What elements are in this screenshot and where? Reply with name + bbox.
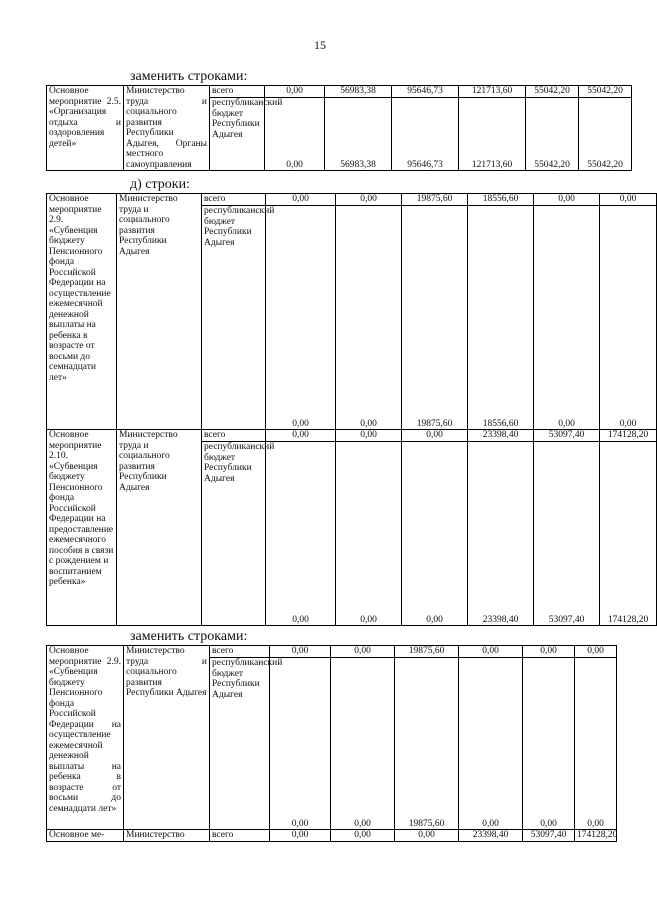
value-cell: 0,00	[336, 194, 402, 206]
value-cell: 18556,60	[468, 194, 534, 206]
value-cell: 56983,38	[325, 86, 392, 98]
measure-cell: Основное мероприятие 2.10. «Субвенция бюджету Пенсионного фонда Российской Федерации на предоставление ежемесячного пособия в связи с рождением и воспитанием ребенка»	[47, 430, 117, 626]
value-cell: 0,00	[395, 830, 459, 842]
value-cell: 53097,40	[534, 442, 600, 626]
executor-cell: Министерство труда и социального развития Республики Адыгея, Органы местного самоуправления	[124, 86, 210, 171]
value-cell: 0,00	[331, 658, 395, 830]
value-cell: 19875,60	[395, 646, 459, 658]
value-cell: 55042,20	[526, 86, 579, 98]
heading-replace-rows-1: заменить строками:	[130, 69, 248, 84]
executor-cell: Министерство труда и социального развития Республики Адыгея	[117, 430, 202, 626]
value-cell: 53097,40	[534, 430, 600, 442]
value-cell: 121713,60	[459, 86, 526, 98]
value-cell: 0,00	[331, 646, 395, 658]
value-cell: 0,00	[575, 658, 617, 830]
value-cell: 0,00	[336, 206, 402, 430]
value-cell: 0,00	[266, 194, 336, 206]
table-block-replacement	[46, 645, 617, 842]
value-cell: 23398,40	[459, 830, 523, 842]
executor-cell: Министерство	[124, 830, 210, 842]
executor-cell: Министерство труда и социального развития Республики Адыгея	[117, 194, 202, 430]
value-cell: 0,00	[266, 430, 336, 442]
value-cell: 0,00	[600, 206, 657, 430]
value-cell: 0,00	[575, 646, 617, 658]
value-cell: 19875,60	[402, 206, 468, 430]
source-total-cell: всего	[210, 86, 265, 98]
value-cell: 18556,60	[468, 206, 534, 430]
heading-replace-rows-2: заменить строками:	[130, 629, 248, 644]
table-block-2-5	[46, 85, 632, 171]
value-cell: 19875,60	[402, 194, 468, 206]
value-cell: 0,00	[459, 658, 523, 830]
value-cell: 0,00	[402, 442, 468, 626]
value-cell: 0,00	[266, 206, 336, 430]
source-total-cell: всего	[202, 430, 266, 442]
value-cell: 95646,73	[392, 98, 459, 171]
value-cell: 121713,60	[459, 98, 526, 171]
heading-d-rows: д) строки:	[130, 177, 190, 192]
value-cell: 0,00	[534, 206, 600, 430]
value-cell: 19875,60	[395, 658, 459, 830]
table-block-d	[46, 193, 657, 626]
executor-cell: Министерство труда и социального развития Республики Адыгея	[124, 646, 210, 830]
measure-cell: Основное ме-	[47, 830, 124, 842]
value-cell: 0,00	[270, 658, 331, 830]
value-cell: 56983,38	[325, 98, 392, 171]
source-budget-cell: республиканский бюджет Республики Адыгея	[202, 206, 266, 430]
value-cell: 174128,20	[600, 442, 657, 626]
value-cell: 0,00	[265, 86, 325, 98]
value-cell: 0,00	[523, 646, 575, 658]
value-cell: 0,00	[270, 646, 331, 658]
source-total-cell: всего	[210, 830, 270, 842]
source-budget-cell: республиканский бюджет Республики Адыгея	[210, 658, 270, 830]
value-cell: 53097,40	[523, 830, 575, 842]
value-cell: 95646,73	[392, 86, 459, 98]
value-cell: 23398,40	[468, 430, 534, 442]
value-cell: 0,00	[459, 646, 523, 658]
value-cell: 55042,20	[579, 98, 632, 171]
value-cell: 0,00	[336, 442, 402, 626]
measure-cell: Основное мероприятие 2.5. «Организация отдыха и оздоровления детей»	[47, 86, 124, 171]
value-cell: 174128,20	[575, 830, 617, 842]
value-cell: 0,00	[265, 98, 325, 171]
value-cell: 0,00	[534, 194, 600, 206]
value-cell: 0,00	[402, 430, 468, 442]
value-cell: 0,00	[600, 194, 657, 206]
page-number: 15	[314, 38, 326, 52]
value-cell: 0,00	[336, 430, 402, 442]
value-cell: 0,00	[270, 830, 331, 842]
source-budget-cell: республиканский бюджет Республики Адыгея	[210, 98, 265, 171]
value-cell: 23398,40	[468, 442, 534, 626]
value-cell: 55042,20	[579, 86, 632, 98]
value-cell: 0,00	[331, 830, 395, 842]
measure-cell: Основное мероприятие 2.9. «Субвенция бюджету Пенсионного фонда Российской Федерации на осуществление ежемесячной денежной выплаты на ребенка в возрасте от восьми до семнадцати лет»	[47, 646, 124, 830]
value-cell: 0,00	[523, 658, 575, 830]
measure-cell: Основное мероприятие 2.9. «Субвенция бюджету Пенсионного фонда Российской Федерации на осуществление ежемесячной денежной выплаты на ребенка в возрасте от восьми до семнадцати лет»	[47, 194, 117, 430]
source-total-cell: всего	[202, 194, 266, 206]
value-cell: 55042,20	[526, 98, 579, 171]
source-budget-cell: республиканский бюджет Республики Адыгея	[202, 442, 266, 626]
value-cell: 0,00	[266, 442, 336, 626]
source-total-cell: всего	[210, 646, 270, 658]
value-cell: 174128,20	[600, 430, 657, 442]
